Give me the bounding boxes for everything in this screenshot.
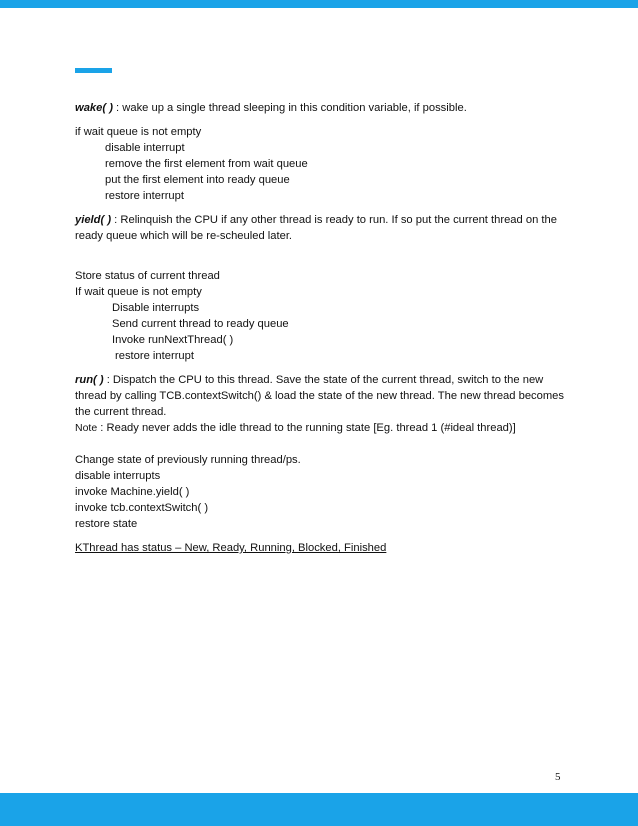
note-text: : Ready never adds the idle thread to the running state [Eg. thread 1 (#ideal thread)] [97, 422, 516, 434]
run-description [75, 372, 565, 420]
yield-function-name: yield( ) [75, 214, 112, 226]
yield-description-text: : Relinquish the CPU if any other thread is ready to run. If so put the current thread on the ready queue which will be re-scheuled later. [75, 214, 557, 242]
top-accent-bar [0, 0, 638, 8]
document-body [75, 100, 565, 556]
code-line: Disable interrupts [112, 302, 200, 314]
code-line: If wait queue is not empty [75, 286, 202, 298]
code-line: restore interrupt [105, 190, 184, 202]
code-line: Send current thread to ready queue [112, 318, 289, 330]
header-accent-line [75, 68, 112, 73]
page-number: 5 [555, 771, 561, 783]
run-note [75, 420, 565, 436]
code-line: restore interrupt [115, 350, 194, 362]
yield-description [75, 212, 565, 244]
run-pseudocode [75, 452, 565, 532]
code-line: disable interrupt [105, 142, 185, 154]
code-line: Store status of current thread [75, 270, 220, 282]
wake-description-text: : wake up a single thread sleeping in this condition variable, if possible. [112, 102, 467, 114]
wake-pseudocode [75, 124, 565, 204]
run-description-text: : Dispatch the CPU to this thread. Save the state of the current thread, switch to the new thread by calling TCB.contextSwitch() & load the state of the new thread. The new thread becomes the current thread. [75, 374, 564, 418]
yield-pseudocode [75, 268, 565, 364]
note-label: Note [75, 422, 98, 434]
wake-function-name: wake( ) [75, 102, 113, 114]
code-line: invoke Machine.yield( ) [75, 486, 190, 498]
code-line: put the first element into ready queue [105, 174, 290, 186]
code-line: if wait queue is not empty [75, 126, 202, 138]
bottom-accent-bar [0, 793, 638, 826]
run-function-name: run( ) [75, 374, 104, 386]
kthread-status-line: KThread has status – New, Ready, Running, Blocked, Finished [75, 542, 387, 554]
code-line: invoke tcb.contextSwitch( ) [75, 502, 209, 514]
code-line: Change state of previously running thread/ps. [75, 454, 301, 466]
code-line: remove the first element from wait queue [105, 158, 308, 170]
wake-description [75, 100, 565, 116]
code-line: restore state [75, 518, 138, 530]
code-line: Invoke runNextThread( ) [112, 334, 234, 346]
code-line: disable interrupts [75, 470, 161, 482]
